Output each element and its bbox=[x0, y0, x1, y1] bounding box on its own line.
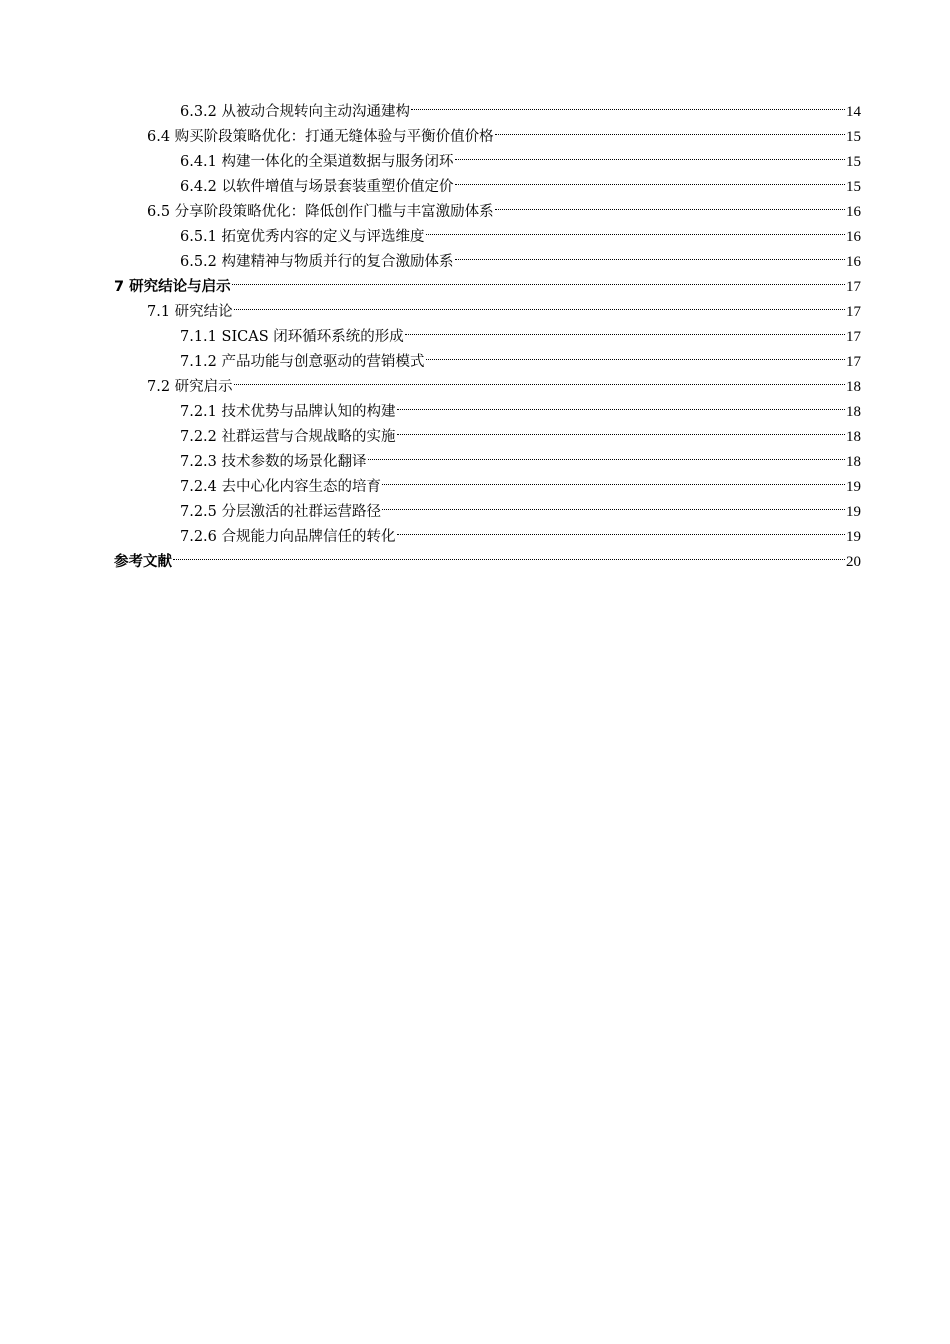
toc-dot-leader bbox=[397, 416, 845, 441]
table-of-contents bbox=[114, 91, 861, 570]
toc-dot-leader bbox=[397, 391, 845, 416]
toc-entry-title bbox=[114, 275, 231, 300]
toc-entry-number: 7.2.4 bbox=[180, 479, 217, 495]
toc-page-number: 16 bbox=[846, 229, 861, 245]
toc-page-number: 19 bbox=[846, 529, 861, 545]
toc-entry-label: 参考文献 bbox=[114, 554, 172, 570]
toc-dot-leader bbox=[495, 191, 845, 216]
toc-page-number: 18 bbox=[846, 404, 861, 420]
toc-entry-title bbox=[114, 550, 172, 575]
toc-entry-label: 技术参数的场景化翻译 bbox=[221, 454, 367, 470]
toc-entry-number: 7.2.3 bbox=[180, 454, 217, 470]
toc-entry-number: 7.1.2 bbox=[180, 354, 217, 370]
toc-dot-leader bbox=[426, 216, 845, 241]
toc-entry[interactable] bbox=[114, 91, 861, 120]
toc-entry-number: 6.5 bbox=[147, 204, 171, 220]
toc-entry-number: 6.5.2 bbox=[180, 254, 217, 270]
toc-page-number: 16 bbox=[846, 204, 861, 220]
toc-entry-label: 分层激活的社群运营路径 bbox=[221, 504, 382, 520]
toc-entry-label: 研究启示 bbox=[174, 379, 233, 395]
toc-entry-number: 6.3.2 bbox=[180, 104, 217, 120]
toc-entry-label: 社群运营与合规战略的实施 bbox=[221, 429, 396, 445]
toc-entry-label: SICAS 闭环循环系统的形成 bbox=[221, 329, 404, 345]
toc-entry-number: 6.4 bbox=[147, 129, 171, 145]
toc-page-number: 14 bbox=[846, 104, 861, 120]
toc-dot-leader bbox=[455, 166, 845, 191]
toc-dot-leader bbox=[382, 491, 845, 516]
toc-dot-leader bbox=[426, 341, 845, 366]
toc-entry-label: 产品功能与创意驱动的营销模式 bbox=[221, 354, 425, 370]
toc-page-number: 17 bbox=[846, 354, 861, 370]
toc-entry-number: 7.2 bbox=[147, 379, 171, 395]
toc-entry-label: 分享阶段策略优化：降低创作门槛与丰富激励体系 bbox=[174, 204, 494, 220]
toc-dot-leader bbox=[455, 241, 845, 266]
toc-entry-title bbox=[147, 300, 233, 325]
toc-entry-number: 7.2.5 bbox=[180, 504, 217, 520]
toc-entry-label: 购买阶段策略优化：打通无缝体验与平衡价值价格 bbox=[174, 129, 494, 145]
toc-entry-number: 6.5.1 bbox=[180, 229, 217, 245]
toc-entry-title bbox=[180, 475, 381, 500]
toc-entry-label: 研究结论与启示 bbox=[129, 279, 231, 295]
toc-page-number: 15 bbox=[846, 154, 861, 170]
toc-page-number: 16 bbox=[846, 254, 861, 270]
toc-entry-number: 7.2.6 bbox=[180, 529, 217, 545]
toc-entry-label: 拓宽优秀内容的定义与评选维度 bbox=[221, 229, 425, 245]
toc-entry-label: 去中心化内容生态的培育 bbox=[221, 479, 382, 495]
toc-entry-label: 构建一体化的全渠道数据与服务闭环 bbox=[221, 154, 454, 170]
toc-entry-title bbox=[180, 225, 425, 250]
toc-dot-leader bbox=[232, 266, 845, 291]
toc-entry-label: 以软件增值与场景套装重塑价值定价 bbox=[221, 179, 454, 195]
toc-entry-number: 6.4.1 bbox=[180, 154, 217, 170]
toc-entry-title bbox=[180, 325, 404, 350]
toc-page-number: 20 bbox=[846, 554, 861, 570]
toc-page-number: 15 bbox=[846, 179, 861, 195]
toc-page-number: 15 bbox=[846, 129, 861, 145]
toc-entry-label: 合规能力向品牌信任的转化 bbox=[221, 529, 396, 545]
toc-entry-number: 7.2.1 bbox=[180, 404, 217, 420]
toc-entry-title bbox=[180, 100, 410, 125]
toc-entry-label: 技术优势与品牌认知的构建 bbox=[221, 404, 396, 420]
toc-entry-number: 7.1.1 bbox=[180, 329, 217, 345]
toc-entry-title bbox=[180, 450, 367, 475]
toc-entry-number: 7.1 bbox=[147, 304, 171, 320]
toc-entry-number: 6.4.2 bbox=[180, 179, 217, 195]
toc-page-number: 17 bbox=[846, 304, 861, 320]
toc-entry-title bbox=[147, 375, 233, 400]
toc-entry[interactable] bbox=[114, 541, 861, 570]
toc-entry-title bbox=[180, 150, 454, 175]
toc-dot-leader bbox=[455, 141, 845, 166]
toc-entry-title bbox=[147, 125, 494, 150]
toc-dot-leader bbox=[234, 366, 845, 391]
toc-dot-leader bbox=[368, 441, 845, 466]
toc-page-number: 17 bbox=[846, 279, 861, 295]
toc-page-number: 19 bbox=[846, 504, 861, 520]
toc-dot-leader bbox=[173, 541, 845, 566]
toc-page-number: 18 bbox=[846, 429, 861, 445]
toc-entry-number: 7.2.2 bbox=[180, 429, 217, 445]
toc-dot-leader bbox=[495, 116, 845, 141]
toc-page-number: 18 bbox=[846, 454, 861, 470]
toc-dot-leader bbox=[234, 291, 845, 316]
toc-entry-label: 从被动合规转向主动沟通建构 bbox=[221, 104, 411, 120]
toc-page-number: 17 bbox=[846, 329, 861, 345]
toc-entry-number: 7 bbox=[114, 279, 125, 295]
toc-dot-leader bbox=[405, 316, 845, 341]
toc-dot-leader bbox=[397, 516, 845, 541]
toc-dot-leader bbox=[382, 466, 845, 491]
toc-entry-label: 构建精神与物质并行的复合激励体系 bbox=[221, 254, 454, 270]
toc-page-number: 18 bbox=[846, 379, 861, 395]
toc-entry-label: 研究结论 bbox=[174, 304, 233, 320]
toc-entry-title bbox=[180, 175, 454, 200]
toc-entry-title bbox=[180, 425, 396, 450]
toc-entry-title bbox=[180, 400, 396, 425]
toc-entry-title bbox=[180, 500, 381, 525]
toc-dot-leader bbox=[411, 91, 845, 116]
toc-page-number: 19 bbox=[846, 479, 861, 495]
